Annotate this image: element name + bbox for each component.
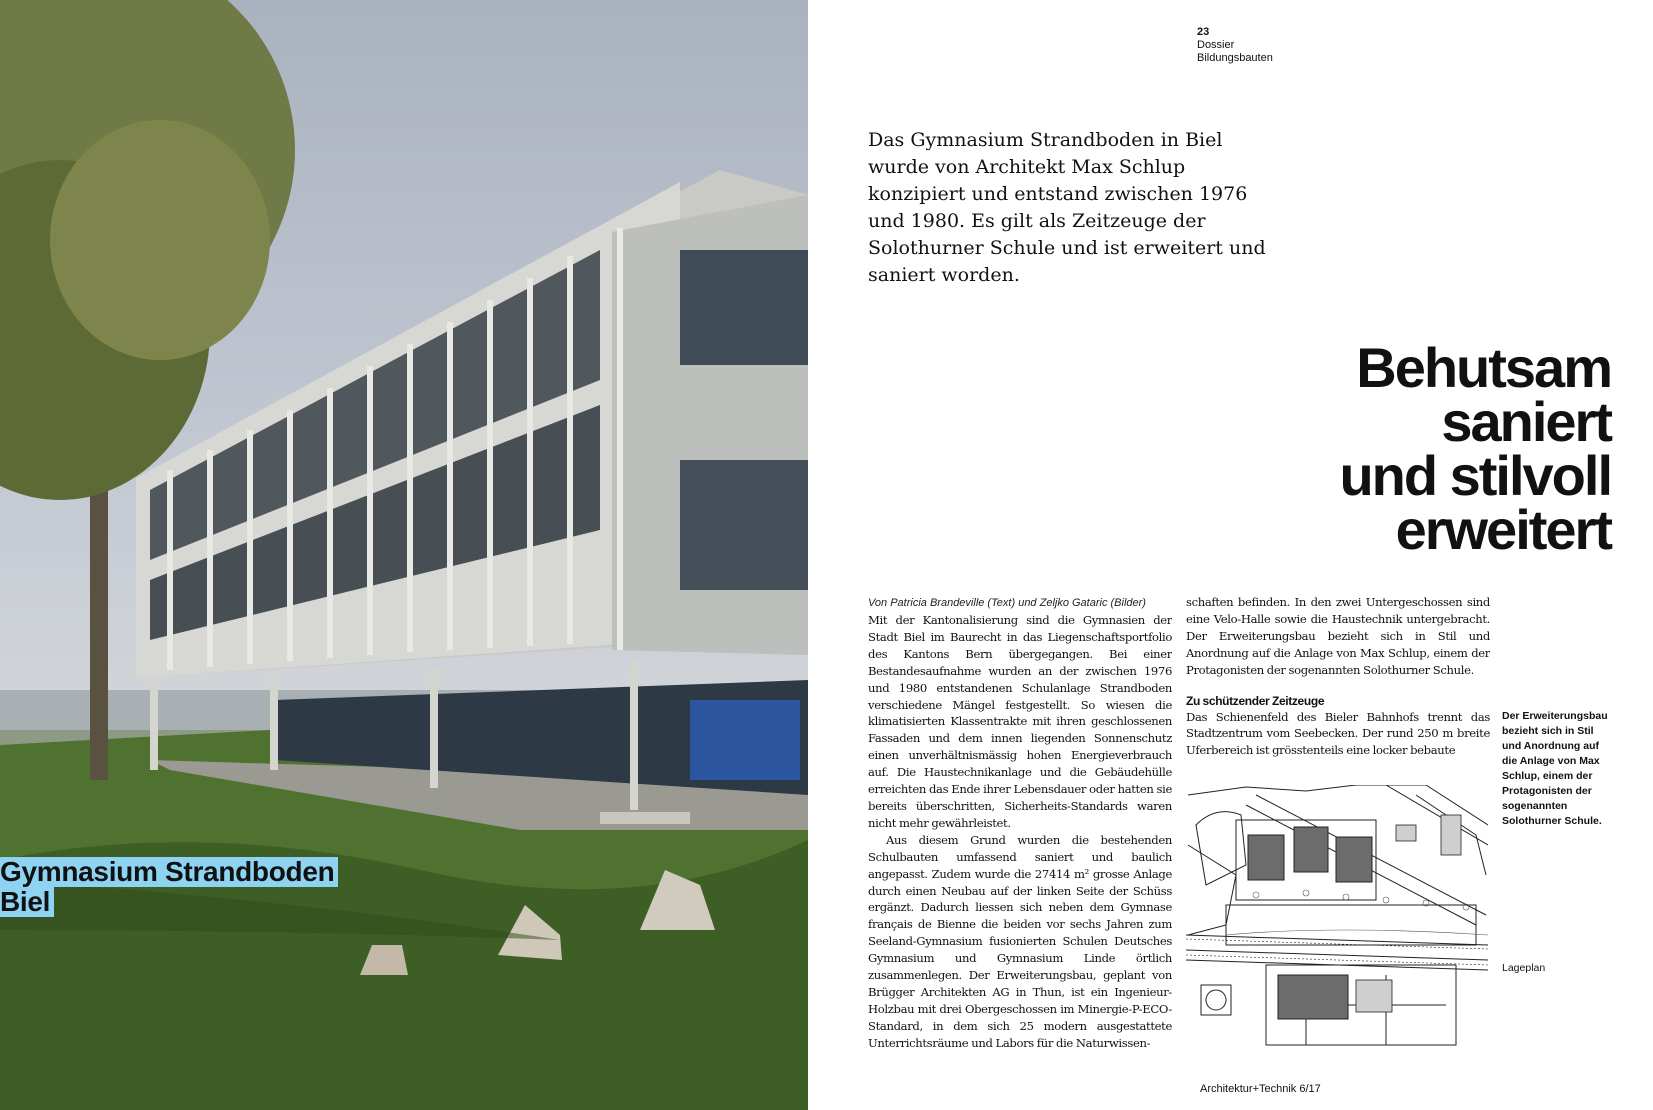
photo-caption-line1: Gymnasium Strandboden — [0, 857, 338, 887]
body-paragraph: Das Schienenfeld des Bieler Bahnhofs trennt das Stadtzentrum vom Seebecken. Der rund 250 m breite Uferbereich ist grösstenteils eine locker bebaute — [1186, 709, 1490, 758]
sidenote: Der Erweiterungsbau bezieht sich in Stil und Anordnung auf die Anlage von Max Schlup, einem der Protagonisten der sogenannten Solothurner Schule. — [1502, 710, 1608, 827]
body-column-2 — [1186, 594, 1490, 780]
footer-publication: Architektur+Technik 6/17 — [1200, 1083, 1321, 1095]
section-label: Dossier — [1197, 39, 1235, 51]
subsection-label: Bildungsbauten — [1197, 52, 1273, 64]
folio — [1197, 26, 1273, 65]
body-paragraph: Aus diesem Grund wurden die bestehenden Schulbauten umfassend saniert und baulich angepasst. Zudem wurde die 27414 m² grosse Anlage durch einen Neubau auf der linken Seite der Schüss ergänzt. Dadurch liessen sich neben dem Gymnase français de Bienne die beiden vor sechs Jahren zum Seeland-Gymnasium fusionierten Schulen Deutsches Gymnasium und Gymnasium Linde örtlich zusammenlegen. Der Erweiterungsbau, geplant von Brügger Architekten AG in Thun, ist ein Ingenieur-Holzbau mit drei Obergeschossen im Minergie-P-ECO-Standard, in dem sich 25 modern ausgestattete Unterrichtsräume und Labors für die Naturwissen- — [868, 832, 1172, 1050]
title-line: und stilvoll — [1339, 444, 1611, 507]
photo-caption — [0, 857, 338, 917]
body-paragraph: schaften befinden. In den zwei Untergeschossen sind eine Velo-Halle sowie die Haustechnik untergebracht. Der Erweiterungsbau bezieht sich in Stil und Anordnung auf die Anlage von Max Schlup, einem der Protagonisten der sogenannten Solothurner Schule. — [1186, 595, 1490, 677]
building-photo — [0, 0, 808, 1110]
title-line: Behutsam — [1356, 336, 1611, 399]
site-plan-label: Lageplan — [1502, 962, 1546, 974]
title-line: erweitert — [1395, 498, 1611, 561]
article-title — [1271, 336, 1611, 561]
byline: Von Patricia Brandeville (Text) und Zeljko Gataric (Bilder) — [868, 597, 1146, 609]
photo-caption-line2: Biel — [0, 887, 54, 917]
site-plan-drawing — [1186, 785, 1488, 1053]
title-line: saniert — [1441, 390, 1611, 453]
building-illustration — [0, 0, 808, 1110]
body-column-1 — [868, 612, 1172, 1054]
subheading: Zu schützender Zeitzeuge — [1186, 693, 1325, 708]
body-paragraph: Mit der Kantonalisierung sind die Gymnasien der Stadt Biel im Baurecht in das Liegenschaftsportfolio des Kantons Bern übergegangen. Bei einer Bestandesaufnahme wurden an der zwischen 1976 und 1980 entstandenen Schulanlage Strandboden verschiedene Mängel festgestellt. So wiesen die klimatisierten Klassentrakte mit ihren geschlossenen Fassaden und dem innen liegenden Sonnenschutz einen unverhältnismässig hohen Energieverbrauch auf. Die Haustechnikanlage und die Gebäudehülle erreichten das Ende ihrer Lebensdauer oder hatten sie bereits überschritten, Sicherheits-Standards waren nicht mehr gewährleistet. — [868, 613, 1172, 830]
lead-paragraph: Das Gymnasium Strandboden in Biel wurde von Architekt Max Schlup konzipiert und entstand zwischen 1976 und 1980. Es gilt als Zeitzeuge der Solothurner Schule und ist erweitert und saniert worden. — [868, 129, 1266, 286]
page-number: 23 — [1197, 26, 1210, 38]
